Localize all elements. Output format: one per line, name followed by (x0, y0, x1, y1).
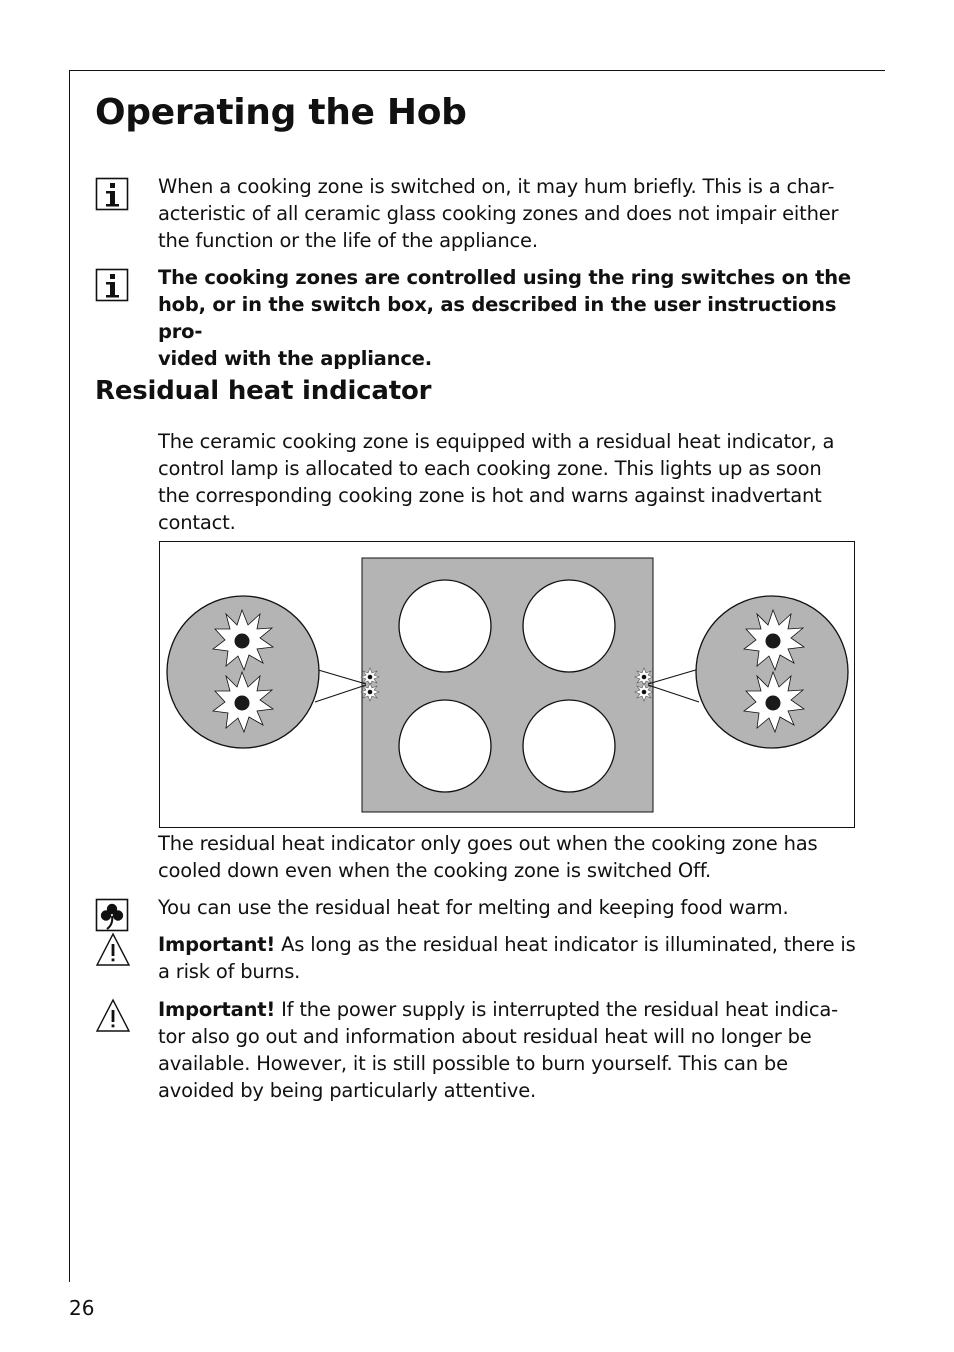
info-icon (95, 268, 131, 304)
controls-note-line: hob, or in the switch box, as described in the user instructions pro- (158, 293, 837, 343)
warning-text: a risk of burns. (158, 960, 301, 983)
residual-intro-line: control lamp is allocated to each cooking zone. This lights up as soon (158, 457, 822, 480)
power-supply-warning (158, 996, 868, 1104)
warning-triangle-icon (95, 931, 131, 969)
important-label: Important! (158, 933, 276, 956)
controls-note (158, 264, 868, 372)
warning-text: tor also go out and information about residual heat will no longer be (158, 1025, 812, 1048)
left-magnified-lamps (167, 596, 319, 748)
controls-note-line: The cooking zones are controlled using the ring switches on the (158, 266, 851, 289)
tip-note: You can use the residual heat for melting and keeping food warm. (158, 896, 789, 919)
residual-intro-line: contact. (158, 511, 236, 534)
burn-risk-warning (158, 931, 868, 985)
hob-panel (362, 558, 653, 812)
hum-note-line: acteristic of all ceramic glass cooking zones and does not impair either (158, 202, 839, 225)
page-number: 26 (69, 1296, 95, 1320)
hum-note (158, 173, 868, 254)
residual-intro-line: The ceramic cooking zone is equipped with a residual heat indicator, a (158, 430, 835, 453)
warning-triangle-icon (95, 997, 131, 1035)
after-figure-line: The residual heat indicator only goes out when the cooking zone has (158, 832, 818, 855)
hob-illustration (159, 541, 855, 828)
top-rule (69, 70, 885, 71)
residual-heat-heading: Residual heat indicator (95, 376, 432, 406)
left-rule (69, 70, 70, 1282)
hum-note-line: the function or the life of the appliance. (158, 229, 538, 252)
right-magnified-lamps (696, 596, 848, 748)
cooking-zone-rear-left (399, 580, 491, 672)
warning-text: As long as the residual heat indicator is illuminated, there is (275, 933, 856, 956)
controls-note-line: vided with the appliance. (158, 347, 432, 370)
cooking-zone-rear-right (523, 580, 615, 672)
left-callout-lines (315, 669, 366, 702)
warning-text: avoided by being particularly attentive. (158, 1079, 537, 1102)
hum-note-line: When a cooking zone is switched on, it may hum briefly. This is a char- (158, 175, 835, 198)
info-icon (95, 177, 131, 213)
right-callout-lines (648, 669, 699, 702)
residual-after-figure (158, 830, 868, 884)
warning-text: available. However, it is still possible to burn yourself. This can be (158, 1052, 788, 1075)
warning-text: If the power supply is interrupted the residual heat indica- (275, 998, 838, 1021)
after-figure-line: cooled down even when the cooking zone is switched Off. (158, 859, 711, 882)
cooking-zone-front-left (399, 700, 491, 792)
hob-diagram (160, 542, 854, 827)
residual-intro-line: the corresponding cooking zone is hot and warns against inadvertant (158, 484, 822, 507)
important-label: Important! (158, 998, 276, 1021)
page-title: Operating the Hob (95, 92, 467, 133)
residual-intro (158, 428, 868, 536)
cooking-zone-front-right (523, 700, 615, 792)
clover-icon (95, 898, 131, 934)
